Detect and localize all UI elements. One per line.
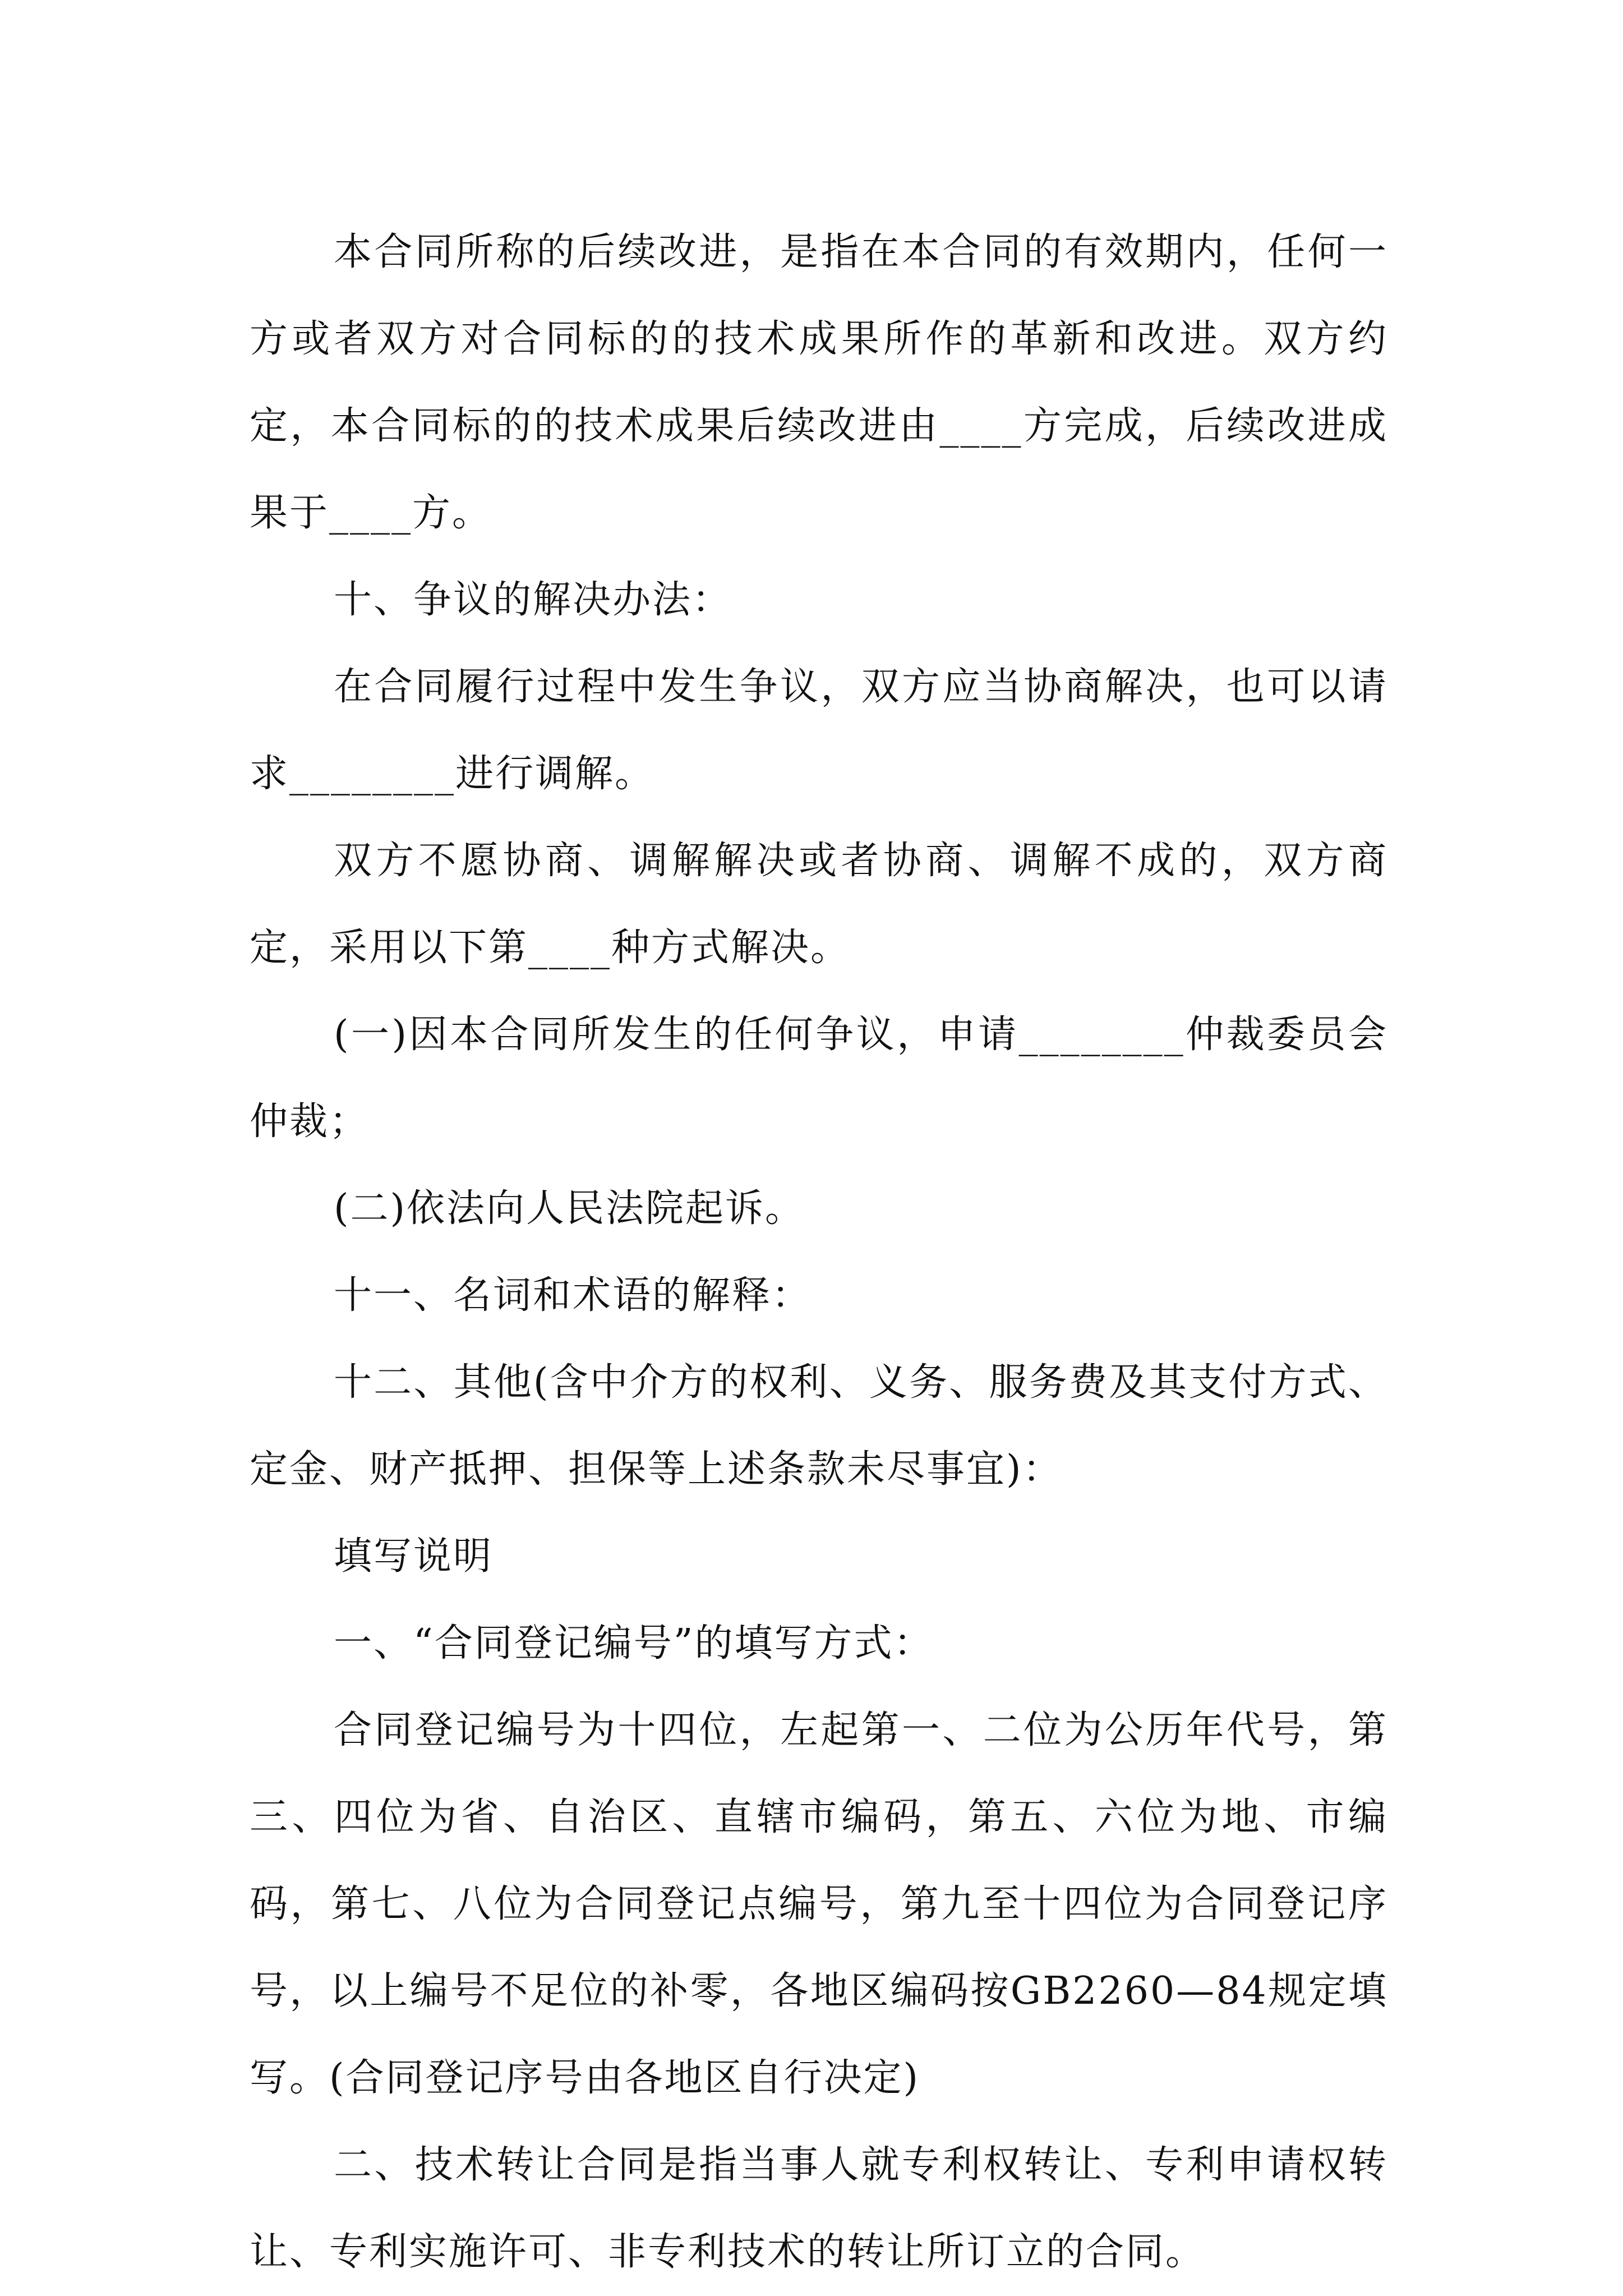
paragraph-transfer-contract-definition: 二、技术转让合同是指当事人就专利权转让、专利申请权转让、专利实施许可、非专利技术的转让所订立的合同。 <box>250 2143 1388 2274</box>
paragraph-arbitration-option: (一)因本合同所发生的任何争议，申请________仲裁委员会仲裁； <box>250 1013 1388 1144</box>
paragraph-registration-number-rules: 合同登记编号为十四位，左起第一、二位为公历年代号，第三、四位为省、自治区、直辖市编码，第五、六位为地、市编码，第七、八位为合同登记点编号，第九至十四位为合同登记序号，以上编号不足位的补零，各地区编码按GB2260—84规定填写。(合同登记序号由各地区自行决定) <box>250 1708 1388 2100</box>
paragraph-litigation-option: (二)依法向人民法院起诉。 <box>334 1186 805 1231</box>
paragraph-resolution-choice: 双方不愿协商、调解解决或者协商、调解不成的，双方商定，采用以下第____种方式解决。 <box>250 839 1388 970</box>
heading-other-matters: 十二、其他(含中介方的权利、义务、服务费及其支付方式、定金、财产抵押、担保等上述条款未尽事宜)： <box>250 1360 1388 1492</box>
paragraph-mediation: 在合同履行过程中发生争议，双方应当协商解决，也可以请求________进行调解。 <box>250 665 1388 796</box>
document-body <box>250 209 1388 2295</box>
heading-filling-instructions: 填写说明 <box>334 1534 494 1579</box>
heading-registration-number: 一、“合同登记编号”的填写方式： <box>334 1621 934 1665</box>
heading-dispute-resolution: 十、争议的解决办法： <box>334 578 732 622</box>
paragraph-follow-up-improvement: 本合同所称的后续改进，是指在本合同的有效期内，任何一方或者双方对合同标的的技术成果所作的革新和改进。双方约定，本合同标的的技术成果后续改进由____方完成，后续改进成果于____方。 <box>250 230 1388 535</box>
heading-terms-definitions: 十一、名词和术语的解释： <box>334 1273 812 1318</box>
